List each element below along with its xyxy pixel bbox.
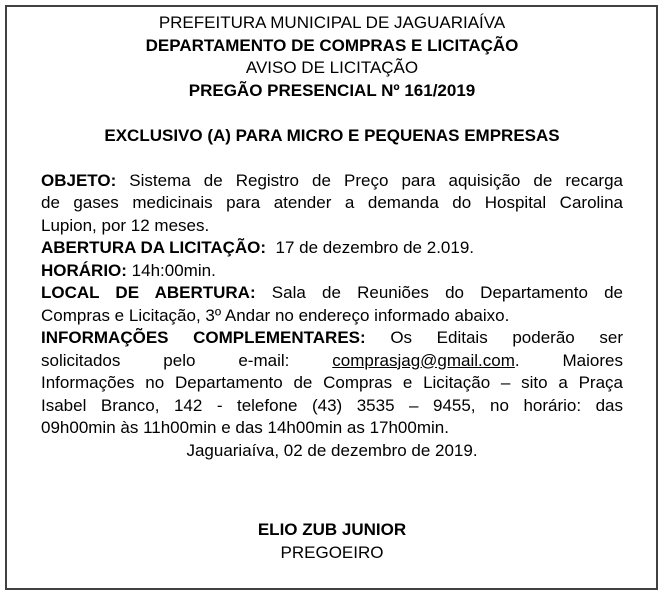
- spacer: [41, 102, 623, 125]
- objeto-line-1: [41, 170, 623, 193]
- abertura-line: [41, 237, 623, 260]
- department-name: DEPARTAMENTO DE COMPRAS E LICITAÇÃO: [145, 35, 519, 55]
- signature-name: ELIO ZUB JUNIOR: [257, 520, 407, 539]
- informacoes-line-3: Informações no Departamento de Compras e Licitação – sito a Praça: [41, 373, 623, 392]
- informacoes-label: INFORMAÇÕES COMPLEMENTARES:: [41, 328, 366, 347]
- objeto-text-1: Sistema de Registro de Preço para aquisição de recarga: [116, 170, 623, 190]
- objeto-label: OBJETO:: [41, 170, 117, 190]
- document-header: [41, 12, 623, 102]
- informacoes-line-4: Isabel Branco, 142 - telefone (43) 3535 – 9455, no horário: das: [41, 395, 623, 415]
- local-line-1: [41, 282, 623, 305]
- local-paragraph: [41, 282, 623, 327]
- signature-role: PREGOEIRO: [280, 542, 384, 562]
- process-number: PREGÃO PRESENCIAL Nº 161/2019: [188, 80, 476, 100]
- org-name: PREFEITURA MUNICIPAL DE JAGUARIAÍVA: [158, 13, 506, 32]
- local-line-2: Compras e Licitação, 3º Andar no endereço informado abaixo.: [41, 305, 510, 325]
- document-border-frame: [5, 5, 658, 590]
- objeto-line-2: de gases medicinais para atender a demanda do Hospital Carolina: [41, 193, 623, 212]
- informacoes-paragraph: [41, 327, 623, 440]
- date-line: Jaguariaíva, 02 de dezembro de 2019.: [186, 440, 478, 460]
- notice-type: AVISO DE LICITAÇÃO: [245, 58, 419, 77]
- local-label: LOCAL DE ABERTURA:: [41, 283, 256, 302]
- local-text-1: Sala de Reuniões do Departamento de: [255, 283, 623, 302]
- horario-line: [41, 260, 623, 283]
- informacoes-line-1: [41, 327, 623, 350]
- informacoes-text-1: Os Editais poderão ser: [365, 328, 623, 347]
- signature-block: [41, 519, 623, 564]
- horario-label: HORÁRIO:: [41, 260, 127, 280]
- horario-value: 14h:00min.: [126, 260, 216, 280]
- abertura-value: 17 de dezembro de 2.019.: [266, 238, 475, 257]
- objeto-line-3: Lupion, por 12 meses.: [41, 215, 210, 235]
- informacoes-text-2b: . Maiores: [514, 350, 623, 370]
- abertura-label: ABERTURA DA LICITAÇÃO:: [41, 238, 267, 257]
- objeto-paragraph: [41, 170, 623, 238]
- exclusivity-title: EXCLUSIVO (A) PARA MICRO E PEQUENAS EMPRESAS: [104, 125, 560, 145]
- informacoes-text-2a: solicitados pelo e-mail:: [41, 350, 333, 370]
- spacer: [41, 147, 623, 170]
- informacoes-line-5: 09h00min às 11h00min e das 14h00min as 17h00min.: [41, 418, 449, 437]
- email-link[interactable]: comprasjag@gmail.com: [332, 350, 515, 370]
- informacoes-line-2: [41, 350, 623, 373]
